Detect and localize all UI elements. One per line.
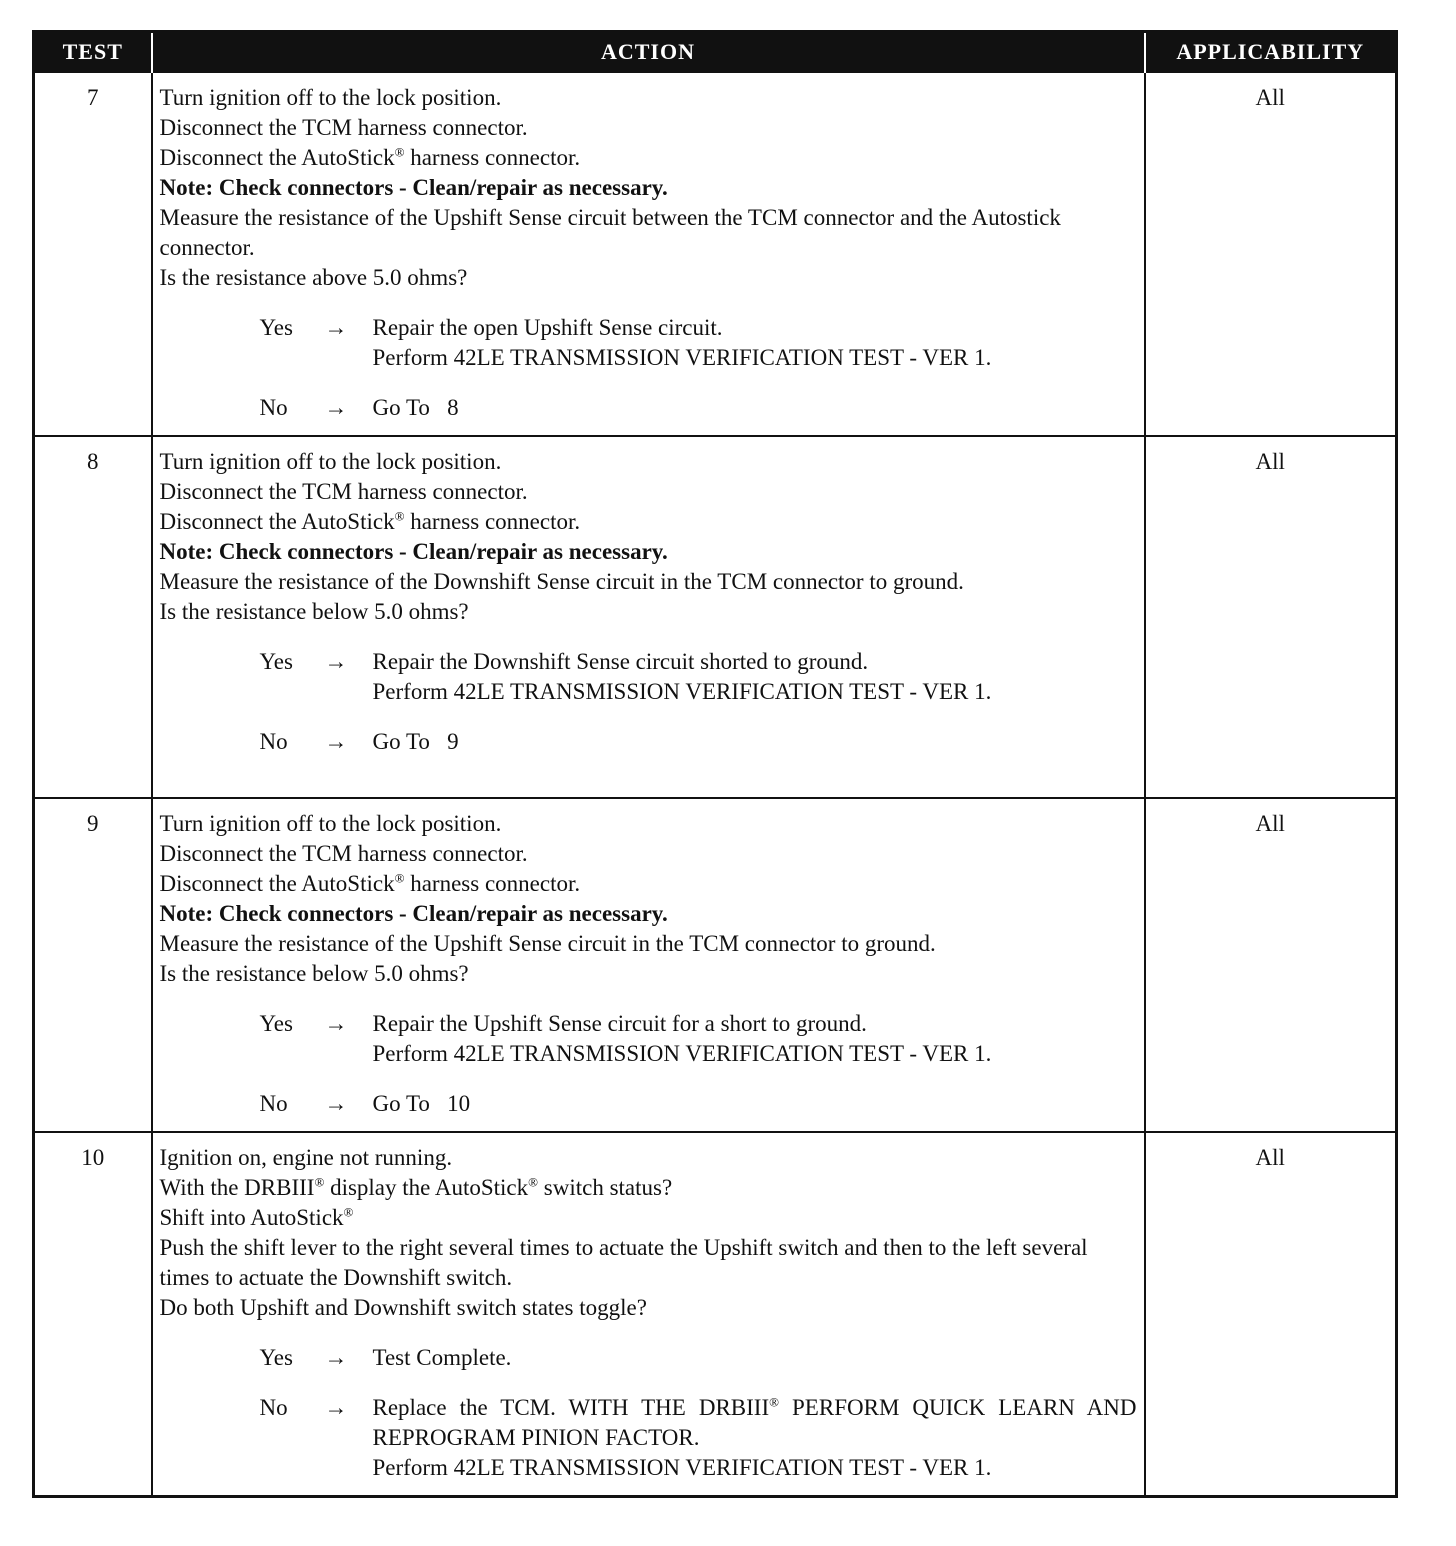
table-row <box>34 798 1397 1132</box>
yes-result: Test Complete. <box>372 1345 512 1370</box>
arrow-right-icon: → <box>324 315 348 340</box>
header-test: TEST <box>34 32 152 73</box>
action-line: Turn ignition off to the lock position. <box>159 811 502 836</box>
note-text: Note: Check connectors - Clean/repair as necessary. <box>159 175 668 200</box>
registered-mark: ® <box>394 508 405 524</box>
measure-text: Measure the resistance of the Upshift Sense circuit in the TCM connector to ground. <box>159 931 936 956</box>
no-outcome <box>160 1089 1137 1119</box>
no-outcome <box>160 727 1137 757</box>
table-header-row <box>34 32 1397 73</box>
arrow-right-icon: → <box>324 1091 348 1116</box>
measure-text: Measure the resistance of the Upshift Sense circuit between the TCM connector and the Autostick connector. <box>159 205 1061 260</box>
table-row <box>34 72 1397 436</box>
yes-outcome <box>160 1343 1137 1373</box>
table-row <box>34 436 1397 798</box>
table-row <box>34 1132 1397 1497</box>
action-cell <box>152 72 1145 436</box>
registered-mark: ® <box>769 1394 779 1410</box>
registered-mark: ® <box>394 144 405 160</box>
action-cell <box>152 1132 1145 1497</box>
action-line: Turn ignition off to the lock position. <box>159 85 502 110</box>
test-number: 10 <box>34 1132 152 1497</box>
no-result: Replace the TCM. WITH THE DRBIII® PERFORM QUICK LEARN AND REPROGRAM PINION FACTOR. Perform 42LE TRANSMISSION VERIFICATION TEST - VER 1. <box>372 1394 1137 1480</box>
test-number: 7 <box>34 72 152 436</box>
registered-mark: ® <box>343 1204 354 1220</box>
question-text: Is the resistance below 5.0 ohms? <box>159 599 469 624</box>
registered-mark: ® <box>528 1174 539 1190</box>
question-text: Is the resistance above 5.0 ohms? <box>159 265 468 290</box>
registered-mark: ® <box>394 870 405 886</box>
no-label: No <box>259 729 288 754</box>
applicability-value: All <box>1145 798 1397 1132</box>
action-line: Disconnect the AutoStick® harness connector. <box>159 144 581 170</box>
yes-result: Repair the Upshift Sense circuit for a short to ground. Perform 42LE TRANSMISSION VERIFICATION TEST - VER 1. <box>372 1011 992 1066</box>
question-text: Is the resistance below 5.0 ohms? <box>159 961 469 986</box>
no-result: Go To 9 <box>372 729 459 754</box>
note-text: Note: Check connectors - Clean/repair as necessary. <box>159 539 668 564</box>
no-outcome <box>160 393 1137 423</box>
yes-label: Yes <box>259 315 293 340</box>
arrow-right-icon: → <box>324 649 348 674</box>
arrow-right-icon: → <box>324 1345 348 1370</box>
yes-outcome <box>160 313 1137 373</box>
action-line: Shift into AutoStick® <box>159 1204 354 1230</box>
action-line: Disconnect the AutoStick® harness connector. <box>159 508 581 534</box>
no-outcome <box>160 1393 1137 1483</box>
action-line: Ignition on, engine not running. <box>159 1145 453 1170</box>
no-result: Go To 10 <box>372 1091 471 1116</box>
yes-label: Yes <box>259 1011 293 1036</box>
yes-result: Repair the open Upshift Sense circuit. Perform 42LE TRANSMISSION VERIFICATION TEST - VER 1. <box>372 315 992 370</box>
applicability-value: All <box>1145 72 1397 436</box>
action-line: Disconnect the AutoStick® harness connector. <box>159 870 581 896</box>
question-text: Do both Upshift and Downshift switch states toggle? <box>159 1295 647 1320</box>
action-line: Disconnect the TCM harness connector. <box>159 479 528 504</box>
arrow-right-icon: → <box>324 395 348 420</box>
action-line: With the DRBIII® display the AutoStick® switch status? <box>159 1174 673 1200</box>
yes-label: Yes <box>259 1345 293 1370</box>
measure-text: Push the shift lever to the right several times to actuate the Upshift switch and then to the left several times to actuate the Downshift switch. <box>159 1235 1088 1290</box>
applicability-value: All <box>1145 1132 1397 1497</box>
action-line: Disconnect the TCM harness connector. <box>159 115 528 140</box>
note-text: Note: Check connectors - Clean/repair as necessary. <box>159 901 668 926</box>
applicability-value: All <box>1145 436 1397 798</box>
diagnostic-test-table <box>32 30 1398 1498</box>
test-number: 9 <box>34 798 152 1132</box>
test-number: 8 <box>34 436 152 798</box>
no-label: No <box>259 1091 288 1116</box>
no-label: No <box>259 395 288 420</box>
arrow-right-icon: → <box>324 729 348 754</box>
no-label: No <box>259 1395 288 1420</box>
arrow-right-icon: → <box>324 1395 348 1420</box>
action-cell <box>152 798 1145 1132</box>
measure-text: Measure the resistance of the Downshift Sense circuit in the TCM connector to ground. <box>159 569 964 594</box>
header-applicability: APPLICABILITY <box>1145 32 1397 73</box>
action-line: Disconnect the TCM harness connector. <box>159 841 528 866</box>
yes-outcome <box>160 1009 1137 1069</box>
yes-outcome <box>160 647 1137 707</box>
action-line: Turn ignition off to the lock position. <box>159 449 502 474</box>
header-action: ACTION <box>152 32 1145 73</box>
registered-mark: ® <box>314 1174 325 1190</box>
action-cell <box>152 436 1145 798</box>
no-result: Go To 8 <box>372 395 459 420</box>
yes-result: Repair the Downshift Sense circuit shorted to ground. Perform 42LE TRANSMISSION VERIFICATION TEST - VER 1. <box>372 649 992 704</box>
yes-label: Yes <box>259 649 293 674</box>
arrow-right-icon: → <box>324 1011 348 1036</box>
